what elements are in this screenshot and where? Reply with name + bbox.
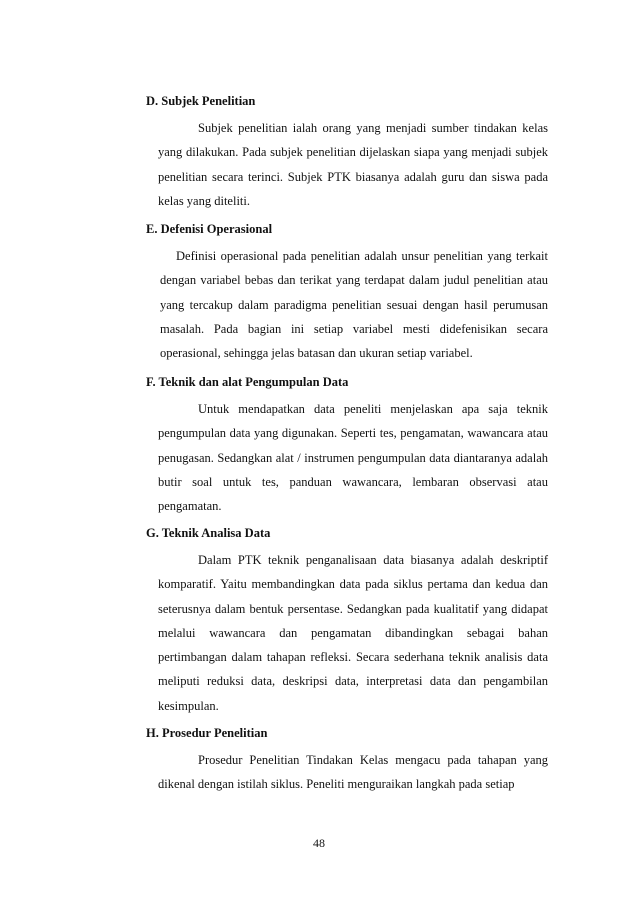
page-number: 48 <box>313 836 325 850</box>
section-heading-d: D. Subjek Penelitian <box>146 94 256 108</box>
section-heading-g: G. Teknik Analisa Data <box>146 526 271 540</box>
section-paragraph-f: Untuk mendapatkan data peneliti menjelaskan apa saja teknik pengumpulan data yang digunakan. Seperti tes, pengamatan, wawancara atau penugasan. Sedangkan alat / instrumen pengumpulan data diantaranya adalah butir soal untuk tes, panduan wawancara, lembaran observasi atau pengamatan. <box>158 402 548 514</box>
section-heading-e: E. Defenisi Operasional <box>146 222 273 236</box>
section-heading-f: F. Teknik dan alat Pengumpulan Data <box>146 375 349 389</box>
section-paragraph-e: Definisi operasional pada penelitian adalah unsur penelitian yang terkait dengan variabel bebas dan terikat yang terdapat dalam judul penelitian atau yang tercakup dalam paradigma penelitian sesuai dengan hasil perumusan masalah. Pada bagian ini setiap variabel mesti didefenisikan secara operasional, sehingga jelas batasan dan ukuran setiap variabel. <box>160 249 548 361</box>
section-paragraph-d: Subjek penelitian ialah orang yang menjadi sumber tindakan kelas yang dilakukan. Pada subjek penelitian dijelaskan siapa yang menjadi subjek penelitian secara terinci. Subjek PTK biasanya adalah guru dan siswa pada kelas yang diteliti. <box>158 121 548 208</box>
section-paragraph-h: Prosedur Penelitian Tindakan Kelas mengacu pada tahapan yang dikenal dengan istilah siklus. Peneliti menguraikan langkah pada setiap <box>158 753 548 792</box>
section-paragraph-g: Dalam PTK teknik penganalisaan data biasanya adalah deskriptif komparatif. Yaitu membandingkan data pada siklus pertama dan kedua dan seterusnya dalam bentuk persentase. Sedangkan pada kualitatif yang didapat melalui wawancara dan pengamatan dibandingkan sebagai bahan pertimbangan dalam tahapan refleksi. Secara sederhana teknik analisis data meliputi reduksi data, deskripsi data, interpretasi data dan pengambilan kesimpulan. <box>158 553 548 713</box>
section-heading-h: H. Prosedur Penelitian <box>146 726 268 740</box>
